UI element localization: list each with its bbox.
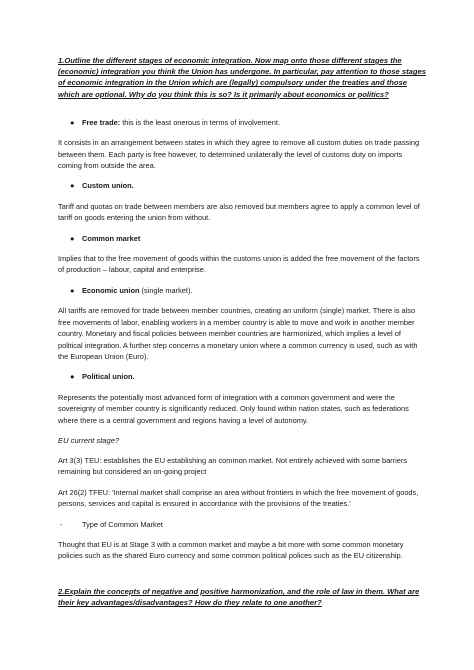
- bullet-icon: ●: [70, 117, 75, 127]
- stage-term: Economic union: [82, 285, 140, 295]
- eu-stage-heading: EU current stage?: [58, 435, 120, 445]
- art-tfeu-paragraph: Art 26(2) TFEU: 'Internal market shall comprise an area without frontiers in which the free movement of goods, persons, services and capital is ensured in accordance with the provisions of the treaties.': [58, 487, 419, 509]
- stage-description: Tariff and quotas on trade between members are also removed but members agree to apply a common level of tariff on goods entering the union from without.: [58, 201, 420, 223]
- art-teu-paragraph: Art 3(3) TEU: establishes the EU establishing an common market. Not entirely achieved with some barriers remaining but considered an on-going project: [58, 455, 408, 477]
- stage-term-suffix: (single market).: [139, 285, 193, 295]
- type-list-item: [58, 519, 426, 530]
- bullet-icon: ●: [70, 372, 75, 382]
- type-label: Type of Common Market: [82, 519, 163, 529]
- question-1-heading: 1.Outline the different stages of economic integration. Now map onto those different stages the (economic) integration you think the Union has undergone. In particular, pay attention to those stages of economic integration in the Union which are (legally) compulsory under the treaties and those which are optional. Why do you think this is so? Is it primarily about economics or politics?: [58, 56, 426, 99]
- stage-description: All tariffs are removed for trade between member countries, creating an uniform (single) market. There is also free movements of labor, enabling workers in a member country is able to move and work in another member country. Monetary and fiscal policies between member countries are harmonized, which implies a level of political integration. A further step concerns a monetary union where a common currency is used, such as with the European Union (Euro).: [58, 306, 418, 361]
- stage-bullet-free-trade: [58, 117, 426, 128]
- bullet-icon: ●: [70, 285, 75, 295]
- question-2-heading: 2.Explain the concepts of negative and positive harmonization, and the role of law in them. What are their key advantages/disadvantages? How do they relate to one another?: [58, 587, 420, 608]
- conclusion-paragraph: Thought that EU is at Stage 3 with a common market and maybe a bit more with some common monetary policies such as the shared Euro currency and some common political polices such as the EU citizenship.: [58, 539, 404, 561]
- bullet-icon: ●: [70, 233, 75, 243]
- stage-description: It consists in an arrangement between states in which they agree to remove all custom duties on trade passing between them. Each party is free however, to determined unilaterally the level of customs duty on imports coming from outside the area.: [58, 138, 420, 171]
- stage-description: Implies that to the free movement of goods within the customs union is added the free movement of the factors of production – labour, capital and enterprise.: [58, 254, 420, 275]
- stage-term: Common market: [82, 233, 141, 243]
- dash-icon: -: [60, 519, 63, 529]
- stage-term: Custom union.: [82, 181, 134, 191]
- stage-description: Represents the potentially most advanced form of integration with a common government and were the sovereignty of member country is significantly reduced. Only found within nation states, such as federations where there is a central government and regions having a level of autonomy.: [58, 392, 409, 425]
- stage-bullet-economic-union: [58, 285, 426, 296]
- stage-bullet-common-market: [58, 233, 426, 244]
- stage-term: Free trade:: [82, 117, 121, 127]
- stage-term-suffix: this is the least onerous in terms of involvement.: [120, 117, 280, 127]
- stage-term: Political union.: [82, 372, 135, 382]
- stage-bullet-political-union: [58, 371, 426, 382]
- stage-bullet-custom-union: [58, 180, 426, 191]
- bullet-icon: ●: [70, 181, 75, 191]
